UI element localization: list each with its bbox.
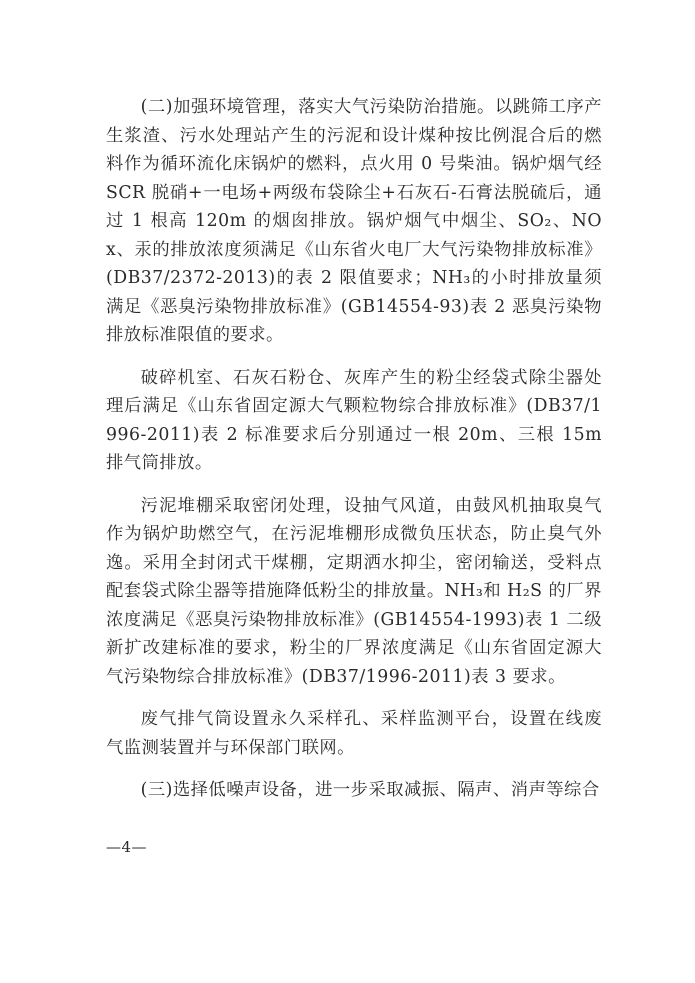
paragraph-air-pollution-measures: (二)加强环境管理，落实大气污染防治措施。以跳筛工序产生浆渣、污水处理站产生的污泥和设计煤种按比例混合后的燃料作为循环流化床锅炉的燃料，点火用 0 号柴油。锅炉烟气经 SCR 脱硝+一电场+两级布袋除尘+石灰石-石膏法脱硫后，通过 1 根高 120m 的烟囱排放。锅炉烟气中烟尘、SO₂、NOx、汞的排放浓度须满足《山东省火电厂大气污染物排放标准》(DB37/2372-2013)的表 2 限值要求；NH₃的小时排放量须满足《恶臭污染物排放标准》(GB14554-93)表 2 恶臭污染物排放标准限值的要求。 [106,97,602,345]
paragraph-noise-measures: (三)选择低噪声设备，进一步采取减振、隔声、消声等综合 [140,780,600,800]
paragraph-dust-treatment: 破碎机室、石灰石粉仓、灰库产生的粉尘经袋式除尘器处理后满足《山东省固定源大气颗粒物综合排放标准》(DB37/1996-2011)表 2 标准要求后分别通过一根 20m、三根 15m 排气筒排放。 [106,367,602,473]
page-number: —4— [106,838,148,856]
document-body [106,93,602,819]
paragraph-monitoring: 废气排气筒设置永久采样孔、采样监测平台，设置在线废气监测装置并与环保部门联网。 [106,709,602,758]
paragraph-odor-control: 污泥堆棚采取密闭处理，设抽气风道，由鼓风机抽取臭气作为锅炉助燃空气，在污泥堆棚形成微负压状态，防止臭气外逸。采用全封闭式干煤棚，定期洒水抑尘，密闭输送，受料点配套袋式除尘器等措施降低粉尘的排放量。NH₃和 H₂S 的厂界浓度满足《恶臭污染物排放标准》(GB14554-1993)表 1 二级新扩改建标准的要求，粉尘的厂界浓度满足《山东省固定源大气污染物综合排放标准》(DB37/1996-2011)表 3 要求。 [106,495,602,687]
